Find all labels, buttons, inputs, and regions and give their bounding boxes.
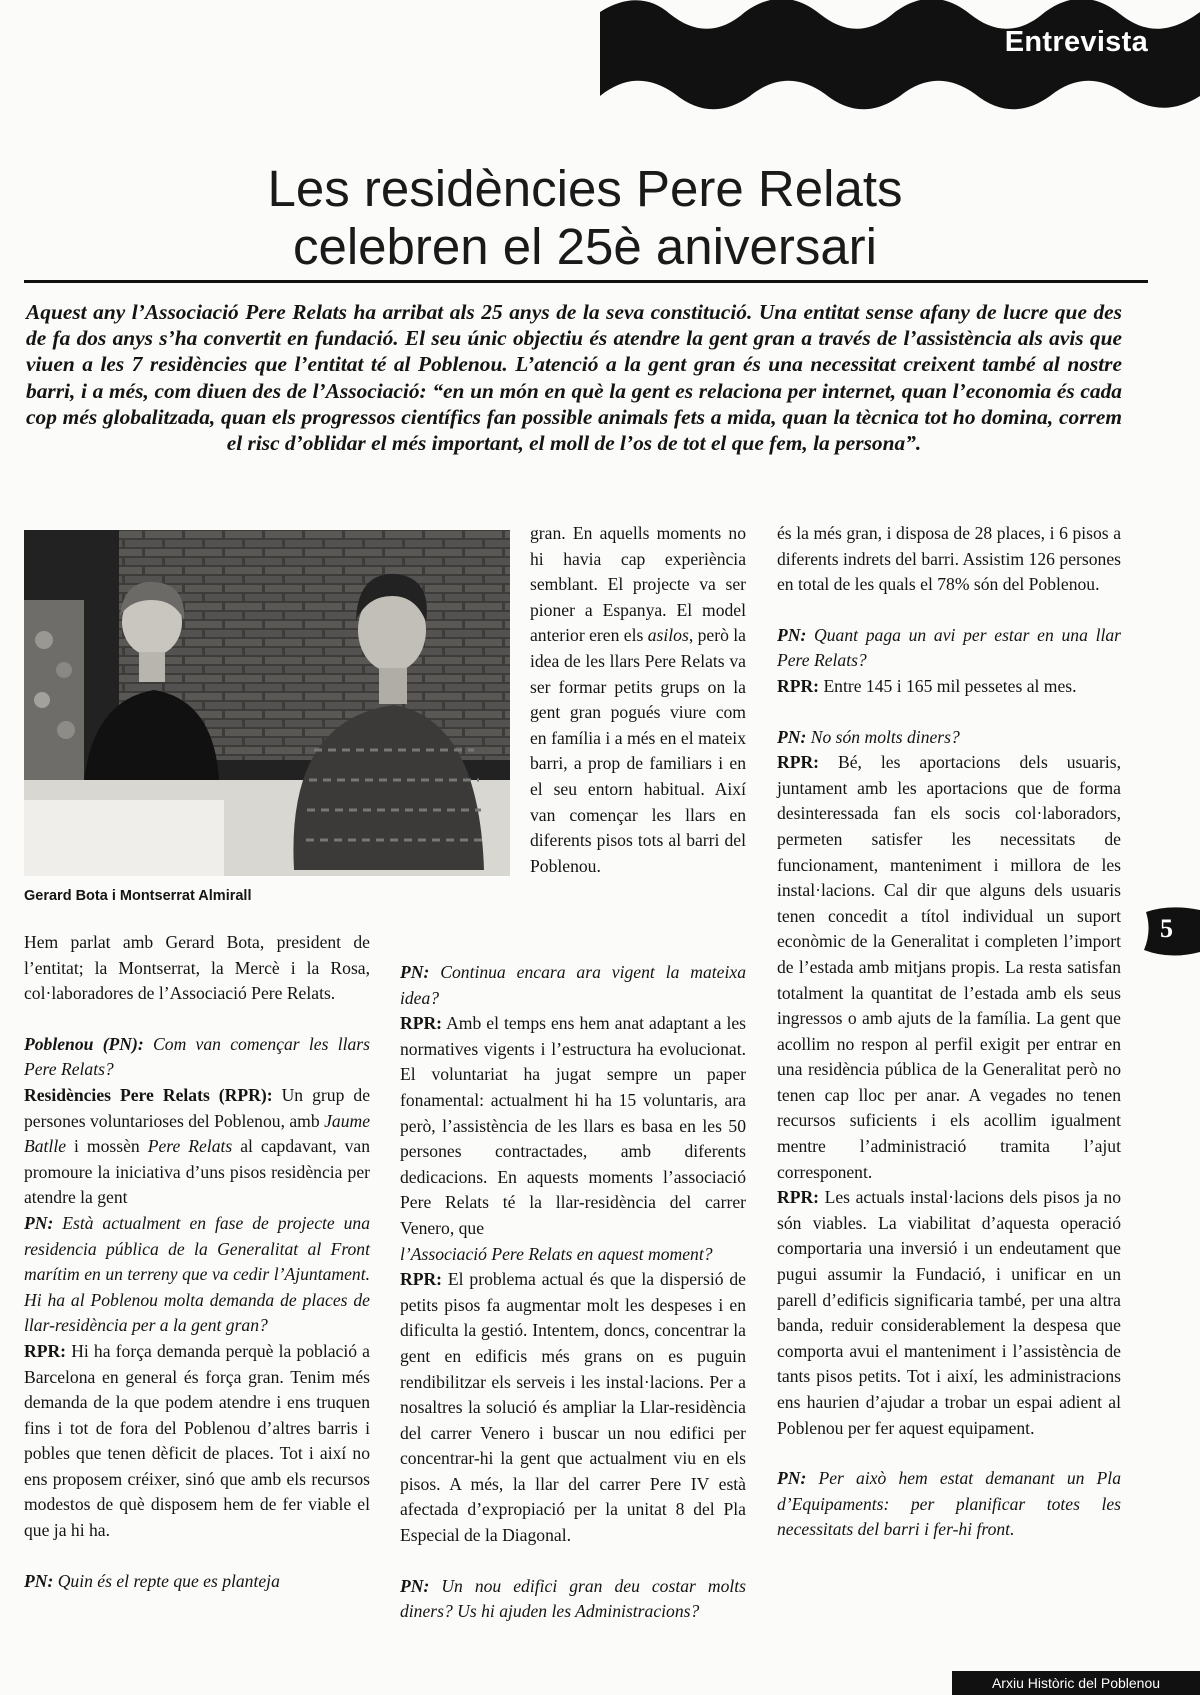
- column-3: [777, 521, 1121, 1543]
- answer-1: Residències Pere Relats (RPR): Un grup de persones voluntarioses del Poblenou, amb Jaume Batlle i mossèn Pere Relats al capdavant, van promoure la iniciativa d’uns pisos residència per atendre la gent: [24, 1084, 371, 1208]
- section-label: Entrevista: [1004, 26, 1148, 58]
- question-8: PN: Per això hem estat demanant un Pla d’Equipaments: per planificar totes les necessitats del barri i fer-hi front.: [777, 1468, 1121, 1540]
- answer-4-continued: és la més gran, i disposa de 28 places, i 6 pisos a diferents indrets del barri. Assistim 126 persones en total de les quals el 78% són del Poblenou.: [777, 523, 1121, 595]
- answer-7: RPR: Bé, les aportacions dels usuaris, juntament amb les aportacions que de forma desinteressada fan els socis col·laboradors, permeten satisfer les necessitats de funcionament, manteniment i millora de les instal·lacions. Cal dir que alguns dels usuaris tenen concedit a títol individual un suport econòmic de la Generalitat i completen l’import de l’estada amb mitjans propis. La resta satisfan totalment la quantitat de l’estada amb els seus ingressos o amb ajuts de la família. La gent que acollim no respon al perfil exigit per entrar en una residència pública de la Generalitat però no tenen cap lloc per anar. A vegades no tenen recursos suficients i els acollim igualment mentre l’administració tramita l’ajut corresponent.: [777, 752, 1121, 1182]
- answer-4: RPR: Amb el temps ens hem anat adaptant a les normatives vigents i l’estructura ha evolucionat. El voluntariat ha jugat sempre un paper fonamental: actualment hi ha 15 voluntaris, ara però, l’assistència de les llars es basa en les 50 persones contractades, amb diferents dedicacions. En aquests moments l’associació Pere Relats té la llar-residència del carrer Venero, que: [400, 1013, 747, 1238]
- title-rule: [24, 280, 1148, 283]
- question-3: PN: Quin és el repte que es planteja: [24, 1570, 280, 1591]
- column-2: [400, 960, 746, 1625]
- interview-photo: [24, 530, 510, 876]
- column-1: [24, 930, 370, 1594]
- question-3-continued: l’Associació Pere Relats en aquest moment?: [400, 1243, 713, 1264]
- question-5: PN: Un nou edifici gran deu costar molts diners? Us hi ajuden les Administracions?: [400, 1575, 746, 1622]
- photo-illustration: [24, 530, 510, 876]
- answer-1-continued: gran. En aquells moments no hi havia cap experiència semblant. El projecte va ser pioner a Espanya. El model anterior eren els asilos, però la idea de les llars Pere Relats va ser formar petits grups on la gent gran pogués viure com en família i a més en el mateix barri, a prop de familiars i en el seu entorn habitual. Així van començar les llars en diferents pisos tots al barri del Poblenou.: [530, 523, 746, 876]
- title-line-1: Les residències Pere Relats: [267, 160, 903, 217]
- question-4: PN: Continua encara ara vigent la mateixa idea?: [400, 962, 746, 1008]
- question-7: PN: No són molts diners?: [777, 726, 960, 747]
- question-1: Poblenou (PN): Com van començar les llars Pere Relats?: [24, 1033, 370, 1080]
- archive-credit: Arxiu Històric del Poblenou: [952, 1671, 1200, 1695]
- column-2-top: [530, 521, 746, 879]
- page-number: 5: [1160, 914, 1173, 943]
- title-line-2: celebren el 25è aniversari: [292, 218, 877, 275]
- answer-2: RPR: Hi ha força demanda perquè la població a Barcelona en general és força gran. Tenim més demanda de la que podem atendre i ens truquen fins i tot de fora del Poblenou d’altres barris i pobles que tenen dèficit de places. Tot i així no ens proposem créixer, sinó que amb els recursos modestos de què disposem hem de fer viable el que ja hi ha.: [24, 1340, 370, 1541]
- intro-paragraph: Hem parlat amb Gerard Bota, president de l’entitat; la Montserrat, la Mercè i la Rosa, col·laboradores de l’Associació Pere Relats.: [24, 932, 370, 1004]
- answer-3: RPR: El problema actual és que la dispersió de petits pisos fa augmentar molt les despeses i en dificulta la gestió. Intentem, doncs, concentrar la gent en edificis més grans on es puguin rendibilitzar els serveis i les instal·lacions. Per a nosaltres la solució és ampliar la Llar-residència del carrer Venero i buscar un nou edifici per concentrar-hi la gent que actualment viu en els pisos. A més, la llar del carrer Pere IV està afectada d’expropiació per la unitat 8 del Pla Especial de la Diagonal.: [400, 1269, 746, 1546]
- question-2: PN: Està actualment en fase de projecte una residencia pública de la Generalitat al Front marítim en un terreny que va cedir l’Ajuntament. Hi ha al Poblenou molta demanda de places de llar-residència per a la gent gran?: [24, 1212, 370, 1336]
- answer-6: RPR: Entre 145 i 165 mil pessetes al mes.: [777, 675, 1077, 696]
- article-title: [40, 160, 1130, 276]
- photo-caption: Gerard Bota i Montserrat Almirall: [24, 888, 252, 904]
- answer-5: RPR: Les actuals instal·lacions dels pisos ja no són viables. La viabilitat d’aquesta operació comportaria una inversió i un endeutament que pugui assumir la Fundació, i unificar en un parell d’edificis significaria també, per una altra banda, reduir considerablement la despesa que comporta avui el manteniment i l’assistència de tants pisos petits. Tot i així, les administracions ens haurien d’ajudar a trobar un espai adient al Poblenou per fer aquest equipament.: [777, 1187, 1121, 1438]
- question-6: PN: Quant paga un avi per estar en una llar Pere Relats?: [777, 624, 1121, 671]
- lead-paragraph: Aquest any l’Associació Pere Relats ha arribat als 25 anys de la seva constitució. Una entitat sense afany de lucre que des de fa dos anys s’ha convertit en fundació. El seu únic objectiu és atendre la gent gran a través de l’assistència als avis que viuen a les 7 residències que l’entitat té al Poblenou. L’atenció a la gent gran és una necessitat creixent també al nostre barri, i a més, com diuen des de l’Associació: “en un món en què la gent es relaciona per internet, quan l’economia és cada cop més globalitzada, quan els progressos científics fan possible animals fets a mida, quan la tècnica tot ho domina, correm el risc d’oblidar el més important, el moll de l’os de tot el que fem, la persona”.: [26, 300, 1122, 456]
